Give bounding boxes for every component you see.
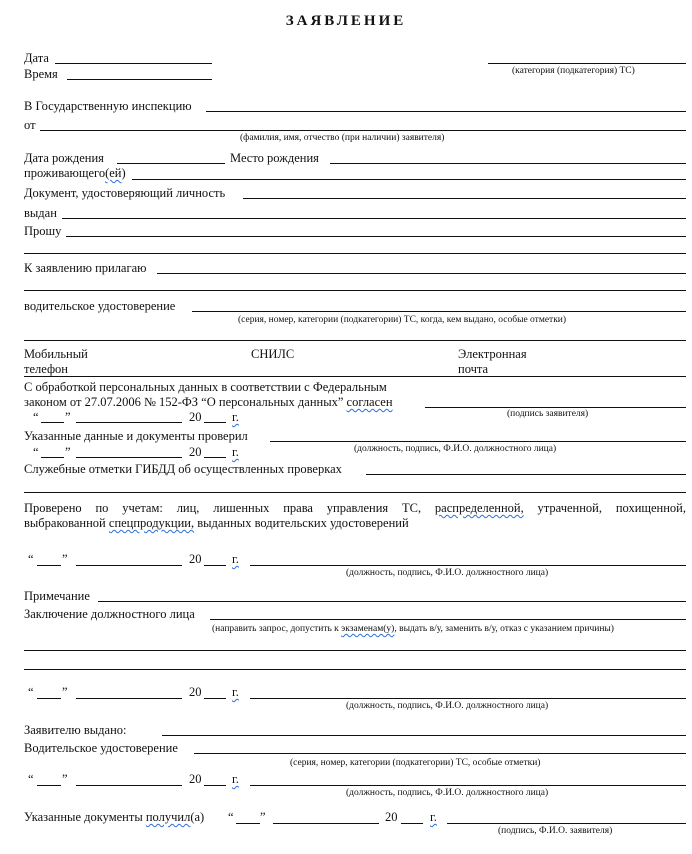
- records-month-field[interactable]: [76, 565, 182, 566]
- date-open-quote: “: [28, 552, 34, 566]
- records-word: утраченной,: [537, 501, 602, 515]
- records-word: по: [95, 501, 109, 515]
- form-title: ЗАЯВЛЕНИЕ: [285, 13, 407, 29]
- issued-to-applicant-label: Заявителю выдано:: [24, 723, 127, 737]
- note-label: Примечание: [24, 589, 90, 603]
- issuance-year-field[interactable]: [204, 785, 226, 786]
- records-word: управления: [326, 501, 389, 515]
- records-word: похищенной,: [615, 501, 686, 515]
- gibdd-notes-field-line-2[interactable]: [24, 492, 686, 493]
- issued-license-caption: (серия, номер, категории (подкатегории) ТС, особые отметки): [290, 758, 541, 768]
- date-field[interactable]: [55, 63, 212, 64]
- records-day-field[interactable]: [37, 565, 61, 566]
- records-word: распределенной,: [434, 501, 524, 515]
- docs-received-label: Указанные документы получил(а): [24, 810, 205, 824]
- issuance-month-field[interactable]: [76, 785, 182, 786]
- birth-date-field[interactable]: [117, 163, 225, 164]
- date-open-quote: “: [28, 772, 34, 786]
- date-g-suffix: г.: [232, 552, 239, 566]
- consent-signature-field[interactable]: [425, 407, 686, 408]
- mobile-label: Мобильный: [24, 347, 88, 361]
- category-field[interactable]: [488, 63, 686, 64]
- date-g-suffix: г.: [232, 685, 239, 699]
- applicant-signature-caption: (подпись, Ф.И.О. заявителя): [498, 826, 613, 836]
- date-close-quote: ”: [62, 772, 68, 786]
- issued-by-field[interactable]: [62, 218, 686, 219]
- date-year-prefix: 20: [189, 772, 202, 786]
- date-open-quote: “: [228, 810, 234, 824]
- date-g-suffix: г.: [430, 810, 437, 824]
- conclusion-year-field[interactable]: [204, 698, 226, 699]
- officer-conclusion-field-line-2[interactable]: [24, 650, 686, 651]
- received-month-field[interactable]: [273, 823, 379, 824]
- applicant-fio-field[interactable]: [40, 130, 686, 131]
- checked-by-caption: (должность, подпись, Ф.И.О. должностного лица): [354, 444, 557, 454]
- issued-to-applicant-field[interactable]: [162, 735, 686, 736]
- issued-by-label: выдан: [24, 206, 57, 220]
- residence-field[interactable]: [132, 179, 686, 180]
- checked-by-field[interactable]: [270, 441, 686, 442]
- category-caption: (категория (подкатегория) ТС): [512, 66, 635, 76]
- consent-text-line-1: С обработкой персональных данных в соответствии с Федеральным: [24, 380, 387, 394]
- birth-place-field[interactable]: [330, 163, 686, 164]
- officer-conclusion-field[interactable]: [210, 619, 686, 620]
- date-open-quote: “: [33, 410, 39, 424]
- officer-conclusion-caption: (направить запрос, допустить к экзаменам(у), выдать в/у, заменить в/у, отказ с указанием причины): [212, 624, 614, 634]
- conclusion-month-field[interactable]: [76, 698, 182, 699]
- residing-label: проживающего(ей): [24, 166, 126, 180]
- date-close-quote: ”: [62, 685, 68, 699]
- time-label: Время: [24, 67, 58, 81]
- officer-conclusion-label: Заключение должностного лица: [24, 607, 195, 621]
- issuance-official-caption: (должность, подпись, Ф.И.О. должностного лица): [346, 788, 549, 798]
- records-word: Проверено: [24, 501, 82, 515]
- conclusion-official-caption: (должность, подпись, Ф.И.О. должностного лица): [346, 701, 549, 711]
- inspection-field[interactable]: [206, 111, 686, 112]
- date-year-prefix: 20: [189, 445, 202, 459]
- email-label: Электронная: [458, 347, 527, 361]
- date-g-suffix: г.: [232, 445, 239, 459]
- consent-text-line-2: законом от 27.07.2006 № 152-ФЗ “О персональных данных” согласен: [24, 395, 393, 409]
- records-check-text-line-2: выбракованной спецпродукции, выданных водительских удостоверений: [24, 516, 409, 530]
- fio-caption: (фамилия, имя, отчество (при наличии) заявителя): [240, 133, 445, 143]
- date-close-quote: ”: [65, 445, 71, 459]
- records-word: права: [283, 501, 313, 515]
- gibdd-notes-field[interactable]: [366, 474, 686, 475]
- gibdd-notes-label: Служебные отметки ГИБДД об осуществленных проверках: [24, 462, 342, 476]
- records-word: лишенных: [213, 501, 270, 515]
- date-open-quote: “: [28, 685, 34, 699]
- date-year-prefix: 20: [189, 552, 202, 566]
- request-field-line-2[interactable]: [24, 253, 686, 254]
- check-month-field[interactable]: [76, 457, 182, 458]
- records-official-field[interactable]: [250, 565, 686, 566]
- date-close-quote: ”: [260, 810, 266, 824]
- id-document-label: Документ, удостоверяющий личность: [24, 186, 226, 200]
- consent-signature-caption: (подпись заявителя): [507, 409, 589, 419]
- date-open-quote: “: [33, 445, 39, 459]
- attachments-divider: [24, 340, 686, 341]
- check-day-field[interactable]: [41, 457, 64, 458]
- consent-year-field[interactable]: [204, 422, 226, 423]
- driver-license-label: водительское удостоверение: [24, 299, 176, 313]
- attachments-label: К заявлению прилагаю: [24, 261, 147, 275]
- attachments-field[interactable]: [157, 273, 686, 274]
- received-year-field[interactable]: [401, 823, 423, 824]
- inspection-label: В Государственную инспекцию: [24, 99, 192, 113]
- snils-label: СНИЛС: [251, 347, 295, 361]
- date-year-prefix: 20: [189, 685, 202, 699]
- request-label: Прошу: [24, 224, 62, 238]
- records-word: ТС,: [402, 501, 422, 515]
- received-day-field[interactable]: [236, 823, 260, 824]
- records-word: учетам:: [122, 501, 163, 515]
- officer-conclusion-field-line-3[interactable]: [24, 669, 686, 670]
- applicant-signature-field[interactable]: [447, 823, 686, 824]
- id-document-field[interactable]: [243, 198, 686, 199]
- birth-date-label: Дата рождения: [24, 151, 104, 165]
- date-label: Дата: [24, 51, 49, 65]
- contacts-divider: [24, 376, 686, 377]
- date-year-prefix: 20: [189, 410, 202, 424]
- email-label-2: почта: [458, 362, 489, 376]
- birth-place-label: Место рождения: [230, 151, 319, 165]
- mobile-label-2: телефон: [24, 362, 68, 376]
- records-year-field[interactable]: [204, 565, 226, 566]
- issuance-official-field[interactable]: [250, 785, 686, 786]
- date-year-prefix: 20: [385, 810, 398, 824]
- date-g-suffix: г.: [232, 772, 239, 786]
- time-field[interactable]: [67, 79, 212, 80]
- date-g-suffix: г.: [232, 410, 239, 424]
- issuance-day-field[interactable]: [37, 785, 61, 786]
- consent-day-field[interactable]: [41, 422, 64, 423]
- consent-month-field[interactable]: [76, 422, 182, 423]
- records-check-text-line-1: [24, 501, 686, 515]
- records-word: лиц,: [176, 501, 200, 515]
- driver-license-caption: (серия, номер, категории (подкатегории) ТС, когда, кем выдано, особые отметки): [238, 315, 567, 325]
- date-close-quote: ”: [62, 552, 68, 566]
- issued-license-label: Водительское удостоверение: [24, 741, 178, 755]
- request-field[interactable]: [66, 236, 686, 237]
- date-close-quote: ”: [65, 410, 71, 424]
- note-field[interactable]: [98, 601, 686, 602]
- driver-license-field[interactable]: [192, 311, 686, 312]
- records-official-caption: (должность, подпись, Ф.И.О. должностного лица): [346, 568, 549, 578]
- issued-license-field[interactable]: [194, 753, 686, 754]
- checked-by-label: Указанные данные и документы проверил: [24, 429, 248, 443]
- attachments-field-line-2[interactable]: [24, 290, 686, 291]
- conclusion-official-field[interactable]: [250, 698, 686, 699]
- conclusion-day-field[interactable]: [37, 698, 61, 699]
- from-label: от: [24, 118, 36, 132]
- check-year-field[interactable]: [204, 457, 226, 458]
